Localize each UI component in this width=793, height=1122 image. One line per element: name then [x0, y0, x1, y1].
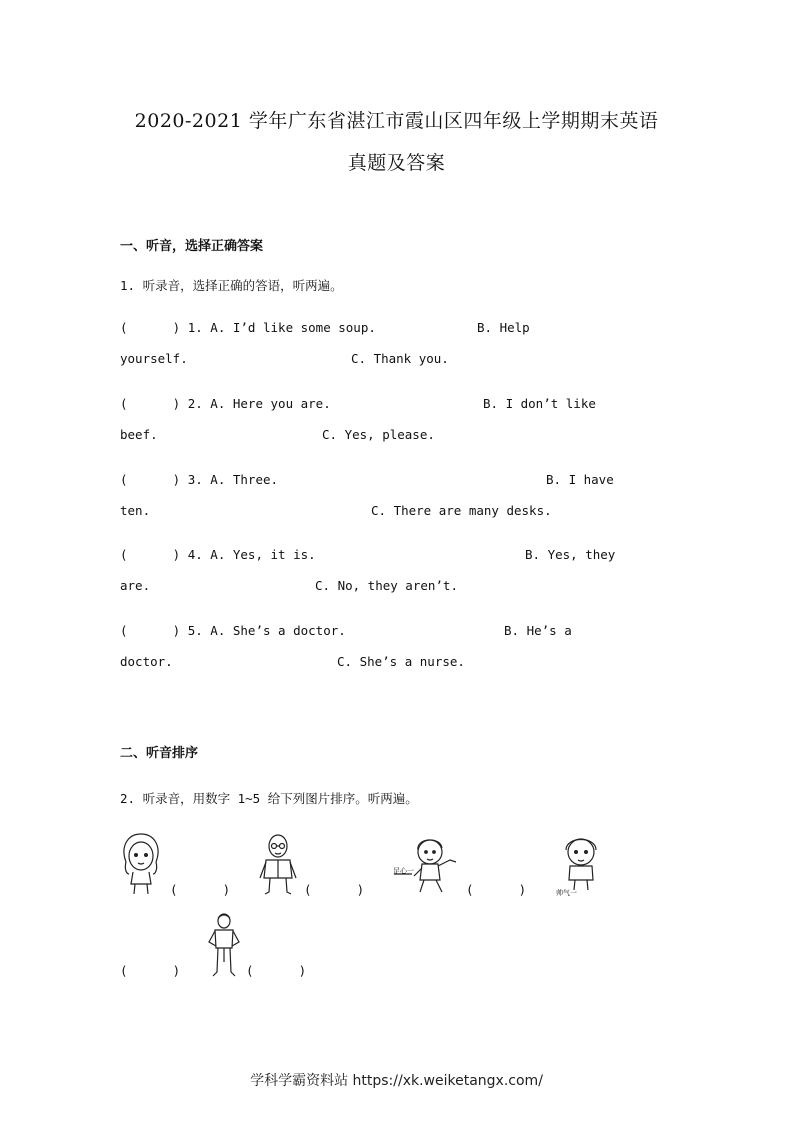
girl-picture	[118, 832, 164, 896]
question-5-option-c: C. She’s a nurse.	[337, 654, 465, 669]
old-man-picture	[256, 832, 300, 896]
question-4-option-c: C. No, they aren’t.	[315, 578, 458, 593]
picture-4-answer-blank: ( )	[120, 963, 181, 978]
footer-watermark: 学科学霸资料站 https://xk.weiketangx.com/	[250, 1073, 543, 1089]
question-1-line: ( ) 1. A. I’d like some soup.	[120, 320, 376, 335]
document-title-line-2: 真题及答案	[347, 152, 446, 174]
document-title-line-1: 2020-2021 学年广东省湛江市霞山区四年级上学期期末英语	[134, 110, 659, 132]
question-3-option-b-cont: ten.	[120, 503, 151, 518]
picture-2-answer-blank: ( )	[304, 882, 365, 897]
question-5-option-b-cont: doctor.	[120, 654, 173, 669]
running-boy-caption: 足心一	[393, 867, 414, 875]
picture-3-answer-blank: ( )	[466, 882, 527, 897]
question-5-line: ( ) 5. A. She’s a doctor.	[120, 623, 346, 638]
question-4-line: ( ) 4. A. Yes, it is.	[120, 547, 316, 562]
question-2-line: ( ) 2. A. Here you are.	[120, 396, 331, 411]
running-boy-picture	[392, 832, 462, 896]
question-1-option-c: C. Thank you.	[351, 351, 449, 366]
part1-instruction: 1. 听录音，选择正确的答语，听两遍。	[120, 278, 343, 293]
section-heading-listening: 一、听音，选择正确答案	[120, 239, 264, 254]
tall-man-picture	[206, 912, 242, 980]
question-2-option-c: C. Yes, please.	[322, 427, 435, 442]
question-2-option-b-cont: beef.	[120, 427, 158, 442]
section-heading-ordering: 二、听音排序	[120, 746, 199, 761]
question-1-option-b: B. Help	[477, 320, 530, 335]
picture-5-answer-blank: ( )	[246, 963, 307, 978]
picture-1-answer-blank: ( )	[170, 882, 231, 897]
question-5-option-b: B. He’s a	[504, 623, 572, 638]
boy-picture	[556, 832, 606, 896]
question-4-option-b: B. Yes, they	[525, 547, 616, 562]
question-3-line: ( ) 3. A. Three.	[120, 472, 279, 487]
question-1-option-b-cont: yourself.	[120, 351, 188, 366]
question-4-option-b-cont: are.	[120, 578, 151, 593]
question-3-option-b: B. I have	[546, 472, 614, 487]
question-3-option-c: C. There are many desks.	[371, 503, 552, 518]
boy-caption: 帅气一	[556, 889, 577, 897]
question-2-option-b: B. I don’t like	[483, 396, 596, 411]
part2-instruction: 2. 听录音，用数字 1~5 给下列图片排序。听两遍。	[120, 791, 418, 806]
